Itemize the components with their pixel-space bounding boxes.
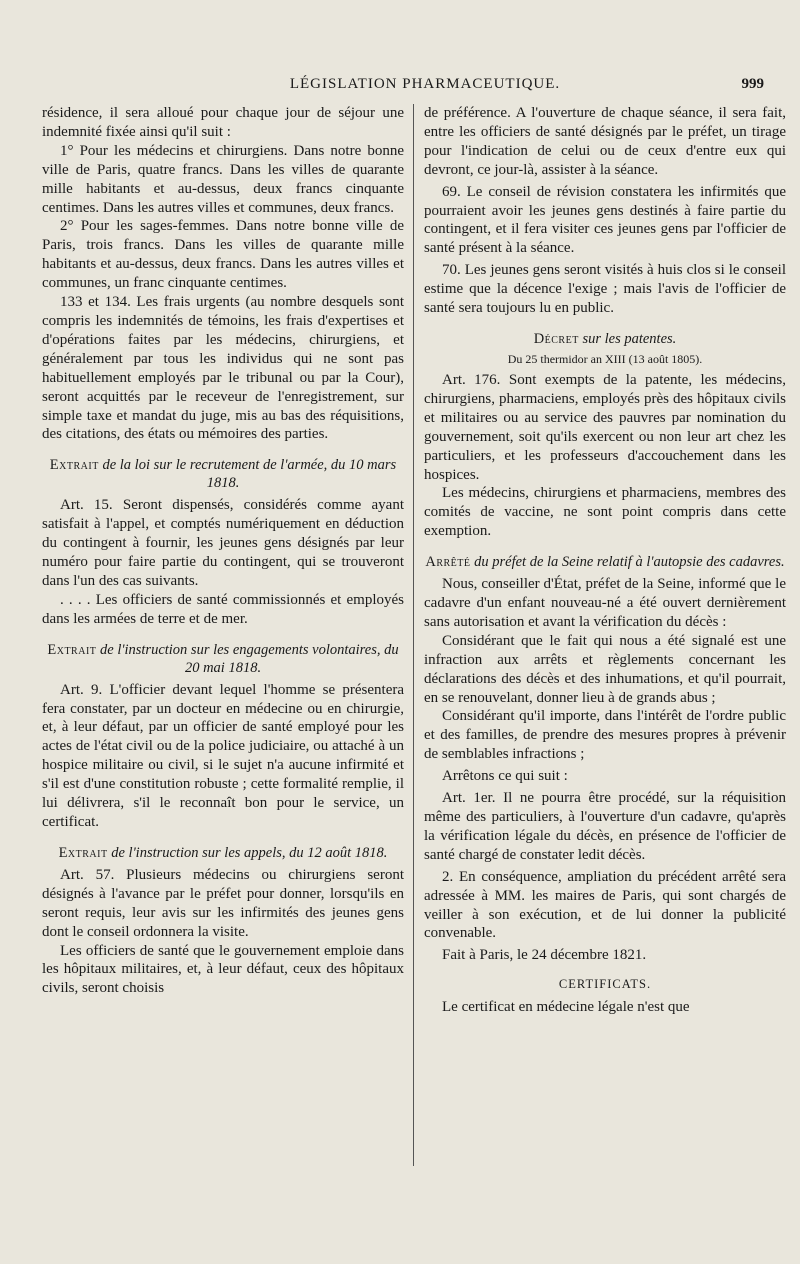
page-header (0, 76, 800, 100)
paragraph: Art. 15. Seront dispensés, considérés comme ayant satisfait à l'appel, et comptés numériquement en déduction du contingent à fournir, les jeunes gens désignés par leur numéro pour faire partie du contingent, qui se trouveront dans l'un des cas suivants. (42, 497, 404, 589)
paragraph: Art. 9. L'officier devant lequel l'homme se présentera fera constater, par un docteur en médecine ou en chirurgie, et, à leur défaut, par un officier de santé employé pour les actes de l'état civil ou de la police judiciaire, ou attaché à un hospice militaire ou civil, si le sujet n'a aucune infirmité et s'il est d'une constitution robuste ; cette formalité remplie, il lui délivrera, s'il le reconnaît bon pour le service, un certificat. (42, 681, 404, 830)
section-heading (42, 844, 404, 862)
paragraph: 70. Les jeunes gens seront visités à huis clos si le conseil estime que la décence l'exige ; mais l'avis de l'officier de santé sera toujours lu en public. (424, 262, 786, 317)
paragraph: Considérant que le fait qui nous a été signalé est une infraction aux arrêts et règlements concernant les déclarations des décès et des inhumations, et qu'il pourrait, en se renouvelant, donner lieu à de grands abus ; (424, 632, 786, 706)
column-divider (413, 104, 414, 1166)
paragraph: Considérant qu'il importe, dans l'intérêt de l'ordre public et des familles, de prendre des mesures propres à prévenir de semblables infractions ; (424, 708, 786, 763)
paragraph: de préférence. A l'ouverture de chaque séance, il sera fait, entre les officiers de santé désignés par le préfet, un tirage pour l'indication de celui ou de ceux d'entre eux qui devront, ce jour-là, assister à la séance. (424, 105, 786, 178)
paragraph: 2° Pour les sages-femmes. Dans notre bonne ville de Paris, trois francs. Dans les villes de quarante mille habitants et au-dessus, deux francs. Dans les autres villes et communes, un franc cinquante centimes. (42, 218, 404, 292)
heading-title: sur les patentes. (582, 330, 677, 347)
paragraph: Art. 1er. Il ne pourra être procédé, sur la réquisition même des particuliers, à l'ouverture d'un cadavre, qu'après la vérification légale du décès, en présence de l'officier de santé chargé de constater ledit décès. (424, 790, 786, 863)
paragraph: Nous, conseiller d'État, préfet de la Seine, informé que le cadavre d'un enfant nouveau-né a été ouvert dernièrement sans autorisation et avant la vérification du décès : (424, 576, 786, 630)
running-title: LÉGISLATION PHARMACEUTIQUE. (289, 76, 561, 92)
decree-date: Du 25 thermidor an XIII (13 août 1805). (507, 351, 703, 366)
page-number: 999 (741, 76, 764, 92)
heading-lead: Extrait (47, 641, 97, 658)
heading-lead: Arrêté (425, 554, 471, 571)
heading-title: de la loi sur le recrutement de l'armée, du 10 mars 1818. (102, 457, 397, 492)
heading-lead: Décret (533, 330, 579, 347)
heading-title: du préfet de la Seine relatif à l'autopsie des cadavres. (474, 554, 785, 571)
paragraph: 1° Pour les médecins et chirurgiens. Dans notre bonne ville de Paris, quatre francs. Dans les villes de quarante mille habitants et au-dessus, deux francs cinquante centimes. Dans les autres villes et communes, deux francs. (42, 142, 404, 216)
paragraph: 2. En conséquence, ampliation du précédent arrêté sera adressée à MM. les maires de Paris, qui sont chargés de veiller à son exécution, et de lui donner la publicité convenable. (424, 868, 786, 942)
heading-title: de l'instruction sur les engagements volontaires, du 20 mai 1818. (100, 641, 399, 676)
certificates-heading: CERTIFICATS. (558, 977, 652, 992)
paragraph: Les médecins, chirurgiens et pharmaciens, membres des comités de vaccine, ne sont point compris dans cette exemption. (424, 485, 786, 540)
paragraph: Les officiers de santé que le gouvernement emploie dans les hôpitaux militaires, et, à leur défaut, ceux des hôpitaux civils, seront choisis (42, 942, 404, 997)
heading-lead: Extrait (49, 457, 99, 474)
paragraph: résidence, il sera alloué pour chaque jour de séjour une indemnité fixée ainsi qu'il suit : (42, 105, 404, 140)
paragraph: Arrêtons ce qui suit : (442, 768, 568, 785)
section-heading (424, 330, 786, 348)
section-heading (42, 456, 404, 492)
paragraph: 69. Le conseil de révision constatera les infirmités que pourraient avoir les jeunes gens destinés à faire partie du contingent, et il fera visiter ces jeunes gens par l'officier de santé présent à la séance. (424, 183, 786, 257)
paragraph: Fait à Paris, le 24 décembre 1821. (442, 947, 647, 964)
paragraph: . . . . Les officiers de santé commissionnés et employés dans les armées de terre et de mer. (42, 591, 404, 627)
paragraph: Le certificat en médecine légale n'est que (442, 999, 690, 1016)
heading-lead: Extrait (58, 844, 108, 861)
right-column (424, 104, 786, 1017)
left-column (42, 104, 404, 998)
paragraph: 133 et 134. Les frais urgents (au nombre desquels sont compris les indemnités de témoins, les frais d'expertises et d'opérations faites par les médecins, chirurgiens, et généralement par tous les individus qui ne sont pas habituellement employés par le tribunal ou par la Cour), seront acquittés par le receveur de l'enregistrement, sur simple taxe et mandat du juge, mis au bas des réquisitions, des citations, des états ou mémoires des parties. (42, 294, 404, 443)
heading-title: de l'instruction sur les appels, du 12 août 1818. (111, 844, 388, 861)
section-heading (42, 641, 404, 677)
paragraph: Art. 176. Sont exempts de la patente, les médecins, chirurgiens, pharmaciens, employés près des hôpitaux civils et militaires ou au service des pauvres par nomination du gouvernement, soit qu'ils exercent ou non leur art chez les particuliers, et les professeurs d'accouchement dans les hospices. (424, 371, 786, 483)
paragraph: Art. 57. Plusieurs médecins ou chirurgiens seront désignés à l'avance par le préfet pour donner, lorsqu'ils en seront requis, leur avis sur les infirmités des jeunes gens dont le conseil ordonnera la visite. (42, 866, 404, 940)
section-heading (424, 553, 786, 571)
